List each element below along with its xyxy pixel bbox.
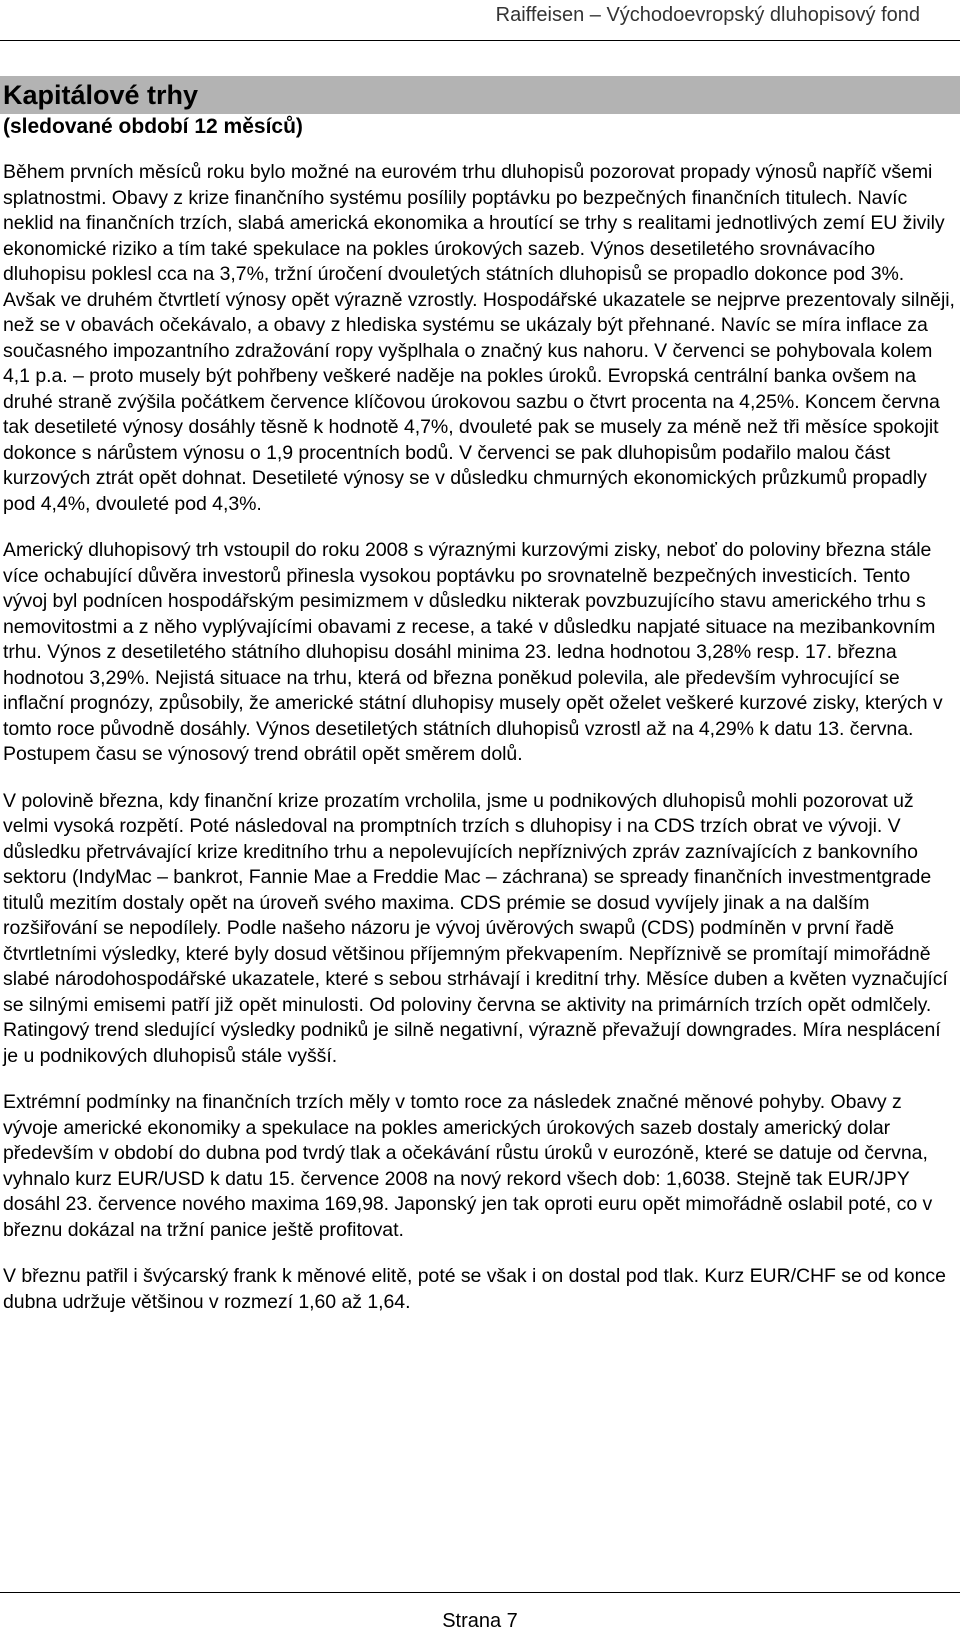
section-subtitle: (sledované období 12 měsíců)	[3, 115, 303, 138]
footer-divider	[0, 1592, 960, 1593]
paragraph-us-bond-market: Americký dluhopisový trh vstoupil do roku 2008 s výraznými kurzovými zisky, neboť do poloviny března stále více ochabující důvěra investorů přinesla vysokou poptávku po srovnatelně bezpečných investicích. Tento vývoj byl podnícen hospodářským pesimizmem v důsledku nikterak povzbuzujícího stavu amerického trhu s nemovitostmi a z něho vyplývajícími obavami z recese, a také v důsledku napjaté situace na mezibankovním trhu. Výnos z desetiletého státního dluhopisu dosáhl minima 23. ledna hodnotou 3,28% resp. 17. března hodnotou 3,29%. Nejistá situace na trhu, která od března poněkud polevila, ale především vyhrocující se inflační prognózy, způsobily, že americké státní dluhopisy musely opět oželet veškeré kurzové zisky, kterých v tomto roce původně dosáhly. Výnos desetiletých státních dluhopisů vzrostl až na 4,29% k datu 13. června. Postupem času se výnosový trend obrátil opět směrem dolů.	[3, 539, 943, 765]
paragraph-euro-bond-market: Během prvních měsíců roku bylo možné na eurovém trhu dluhopisů pozorovat propady výnosů napříč všemi splatnostmi. Obavy z krize finančního systému posílily poptávku po bezpečných finančních titulech. Navíc neklid na finančních trzích, slabá americká ekonomika a hroutící se trhy s realitami jednotlivých zemí EU živily ekonomické riziko a tím také spekulace na pokles úrokových sazeb. Výnos desetiletého srovnávacího dluhopisu poklesl cca na 3,7%, tržní úročení dvouletých státních dluhopisů se propadlo dokonce pod 3%. Avšak ve druhém čtvrtletí výnosy opět výrazně vzrostly. Hospodářské ukazatele se nejprve prezentovaly silněji, než se v obavách očekávalo, a obavy z hlediska systému se ukázaly být přehnané. Navíc se míra inflace za současného impozantního zdražování ropy vyšplhala o značný kus nahoru. V červenci se pohybovala kolem 4,1 p.a. – proto musely být pohřbeny veškeré naděje na pokles úroků. Evropská centrální banka ovšem na druhé straně zvýšila počátkem července klíčovou úrokovou sazbu o čtvrt procenta na 4,25%. Koncem června tak desetileté výnosy dosáhly těsně k hodnotě 4,7%, dvouleté pak se musely za méně než tři měsíce spokojit dokonce s nárůstem výnosu o 1,9 procentních bodů. V červenci se pak dluhopisům podařilo malou část kurzových ztrát opět dohnat. Desetileté výnosy se v důsledku chmurných ekonomických průzkumů propadly pod 4,4%, dvouleté pod 4,3%.	[3, 161, 955, 515]
document-header: Raiffeisen – Východoevropský dluhopisový fond	[495, 4, 920, 26]
paragraph-corporate-bonds: V polovině března, kdy finanční krize prozatím vrcholila, jsme u podnikových dluhopisů mohli pozorovat už velmi vysoká rozpětí. Poté následoval na promptních trzích s dluhopisy i na CDS trzích obrat ve vývoji. V důsledku přetrvávající krize kreditního trhu a nepolevujících nepříznivých zpráv zaznívajících z bankovního sektoru (IndyMac – bankrot, Fannie Mae a Freddie Mac – záchrana) se spready finančních investmentgrade titulů mezitím dostaly opět na úroveň svého maxima. CDS prémie se dosud vyvíjely jinak a na dalším rozšiřování se nepodílely. Podle našeho názoru je vývoj úvěrových swapů (CDS) podmíněn v první řadě čtvrtletními výsledky, které byly dosud většinou příjemným překvapením. Nepříznivě se promítají mimořádně slabé národohospodářské ukazatele, které s sebou strhávají i kreditní trhy. Měsíce duben a květen vyznačující se silnými emisemi patří již opět minulosti. Od poloviny června se aktivity na primárních trzích opět odmlčely. Ratingový trend sledující výsledky podniků je silně negativní, výrazně převažují downgrades. Míra nesplácení je u podnikových dluhopisů stále vyšší.	[3, 789, 948, 1067]
section-title: Kapitálové trhy	[3, 80, 199, 110]
paragraph-swiss-franc: V březnu patřil i švýcarský frank k měnové elitě, poté se však i on dostal pod tlak. Kurz EUR/CHF se od konce dubna udržuje většinou v rozmezí 1,60 až 1,64.	[3, 1265, 946, 1313]
page-number: Strana 7	[442, 1610, 518, 1632]
header-divider	[0, 40, 960, 41]
article-body	[3, 160, 955, 1336]
paragraph-currency-moves: Extrémní podmínky na finančních trzích měly v tomto roce za následek značné měnové pohyby. Obavy z vývoje americké ekonomiky a spekulace na pokles amerických úrokových sazeb dostaly americký dolar především v období do dubna pod tvrdý tlak a očekávání růstu úroků v eurozóně, které se datuje od června, vyhnalo kurz EUR/USD k datu 15. července 2008 na nový rekord všech dob: 1,6038. Stejně tak EUR/JPY dosáhl 23. července nového maxima 169,98. Japonský jen tak oproti euru opět mimořádně oslabil poté, co v březnu dokázal na tržní panice ještě profitovat.	[3, 1091, 933, 1241]
